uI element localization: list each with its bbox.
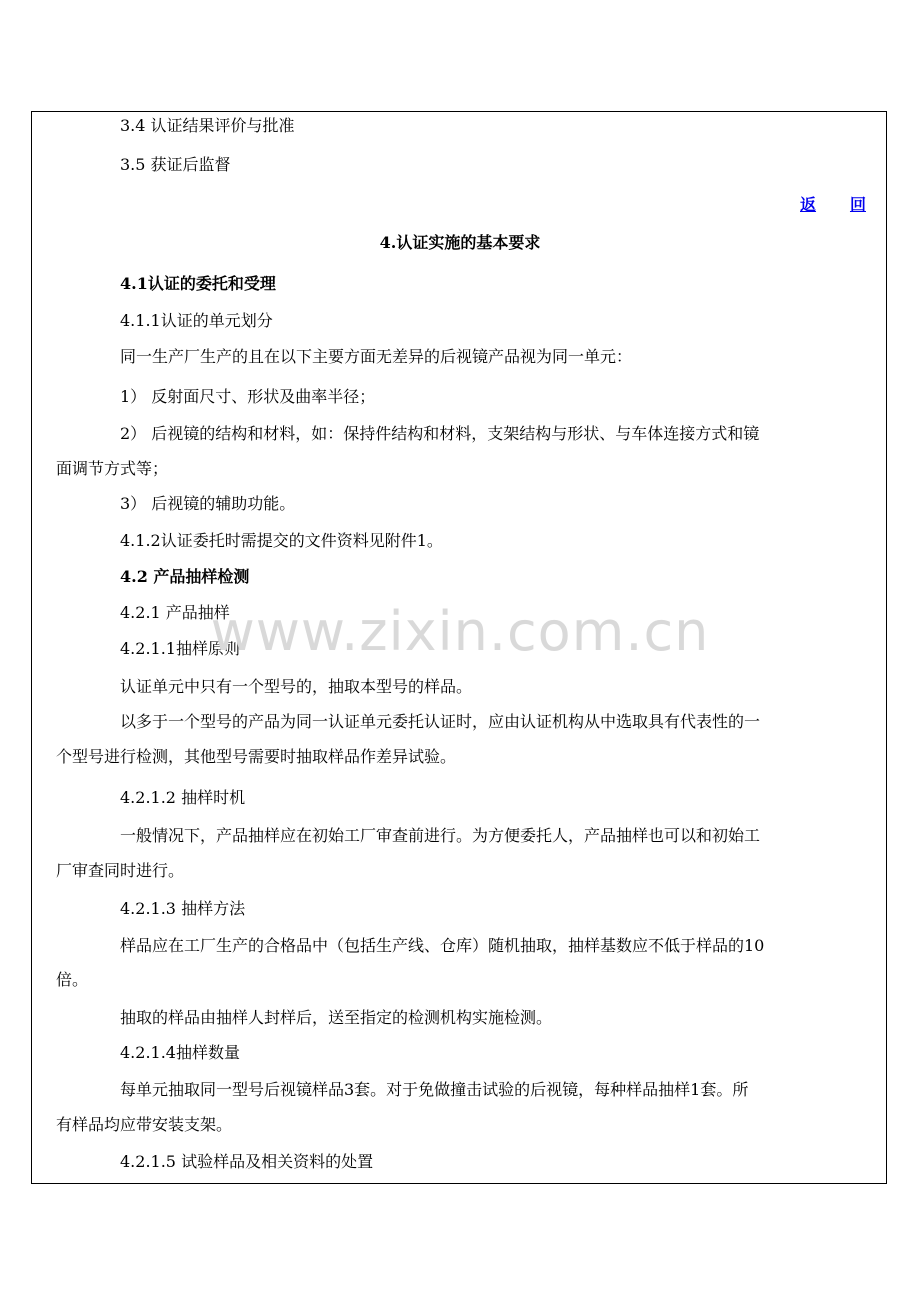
paragraph-method-line-2: 倍。: [56, 970, 89, 989]
section-4-1-heading: 4.1认证的委托和受理: [120, 274, 276, 293]
paragraph-unit-definition: 同一生产厂生产的且在以下主要方面无差异的后视镜产品视为同一单元：: [120, 347, 633, 366]
list-item-2-line-1: 2） 后视镜的结构和材料，如：保持件结构和材料，支架结构与形状、与车体连接方式和镜: [120, 424, 760, 443]
section-3-4: 3.4 认证结果评价与批准: [120, 116, 295, 135]
paragraph-method-line-1: 样品应在工厂生产的合格品中（包括生产线、仓库）随机抽取，抽样基数应不低于样品的10: [120, 936, 765, 955]
section-4-2-1: 4.2.1 产品抽样: [120, 603, 230, 622]
back-link-char-2: 回: [849, 195, 866, 214]
section-4-2-1-1: 4.2.1.1抽样原则: [120, 639, 240, 658]
section-4-1-2: 4.1.2认证委托时需提交的文件资料见附件1。: [120, 531, 443, 550]
back-link-char-1: 返: [800, 195, 817, 214]
section-4-2-1-3: 4.2.1.3 抽样方法: [120, 899, 246, 918]
section-4-2-1-4: 4.2.1.4抽样数量: [120, 1043, 240, 1062]
paragraph-sealing: 抽取的样品由抽样人封样后，送至指定的检测机构实施检测。: [120, 1008, 553, 1027]
section-4-2-heading: 4.2 产品抽样检测: [120, 567, 250, 586]
list-item-1: 1） 反射面尺寸、形状及曲率半径；: [120, 387, 376, 406]
paragraph-timing-line-1: 一般情况下，产品抽样应在初始工厂审查前进行。为方便委托人，产品抽样也可以和初始工: [120, 826, 761, 845]
section-3-5: 3.5 获证后监督: [120, 155, 231, 174]
section-4-2-1-2: 4.2.1.2 抽样时机: [120, 788, 246, 807]
section-4-2-1-5: 4.2.1.5 试验样品及相关资料的处置: [120, 1152, 374, 1171]
paragraph-quantity-line-1: 每单元抽取同一型号后视镜样品3套。对于免做撞击试验的后视镜，每种样品抽样1套。所: [120, 1080, 749, 1099]
watermark: www.zixin.com.cn: [210, 600, 710, 663]
list-item-3: 3） 后视镜的辅助功能。: [120, 494, 296, 513]
chapter-4-heading: 4.认证实施的基本要求: [379, 233, 541, 252]
section-4-1-1: 4.1.1认证的单元划分: [120, 311, 273, 330]
back-link[interactable]: [800, 195, 866, 215]
paragraph-multi-model-line-2: 个型号进行检测，其他型号需要时抽取样品作差异试验。: [56, 747, 457, 766]
paragraph-multi-model-line-1: 以多于一个型号的产品为同一认证单元委托认证时，应由认证机构从中选取具有代表性的一: [120, 712, 761, 731]
paragraph-quantity-line-2: 有样品均应带安装支架。: [56, 1115, 233, 1134]
list-item-2-line-2: 面调节方式等；: [56, 459, 169, 478]
paragraph-single-model: 认证单元中只有一个型号的，抽取本型号的样品。: [120, 677, 473, 696]
paragraph-timing-line-2: 厂审查同时进行。: [56, 861, 185, 880]
